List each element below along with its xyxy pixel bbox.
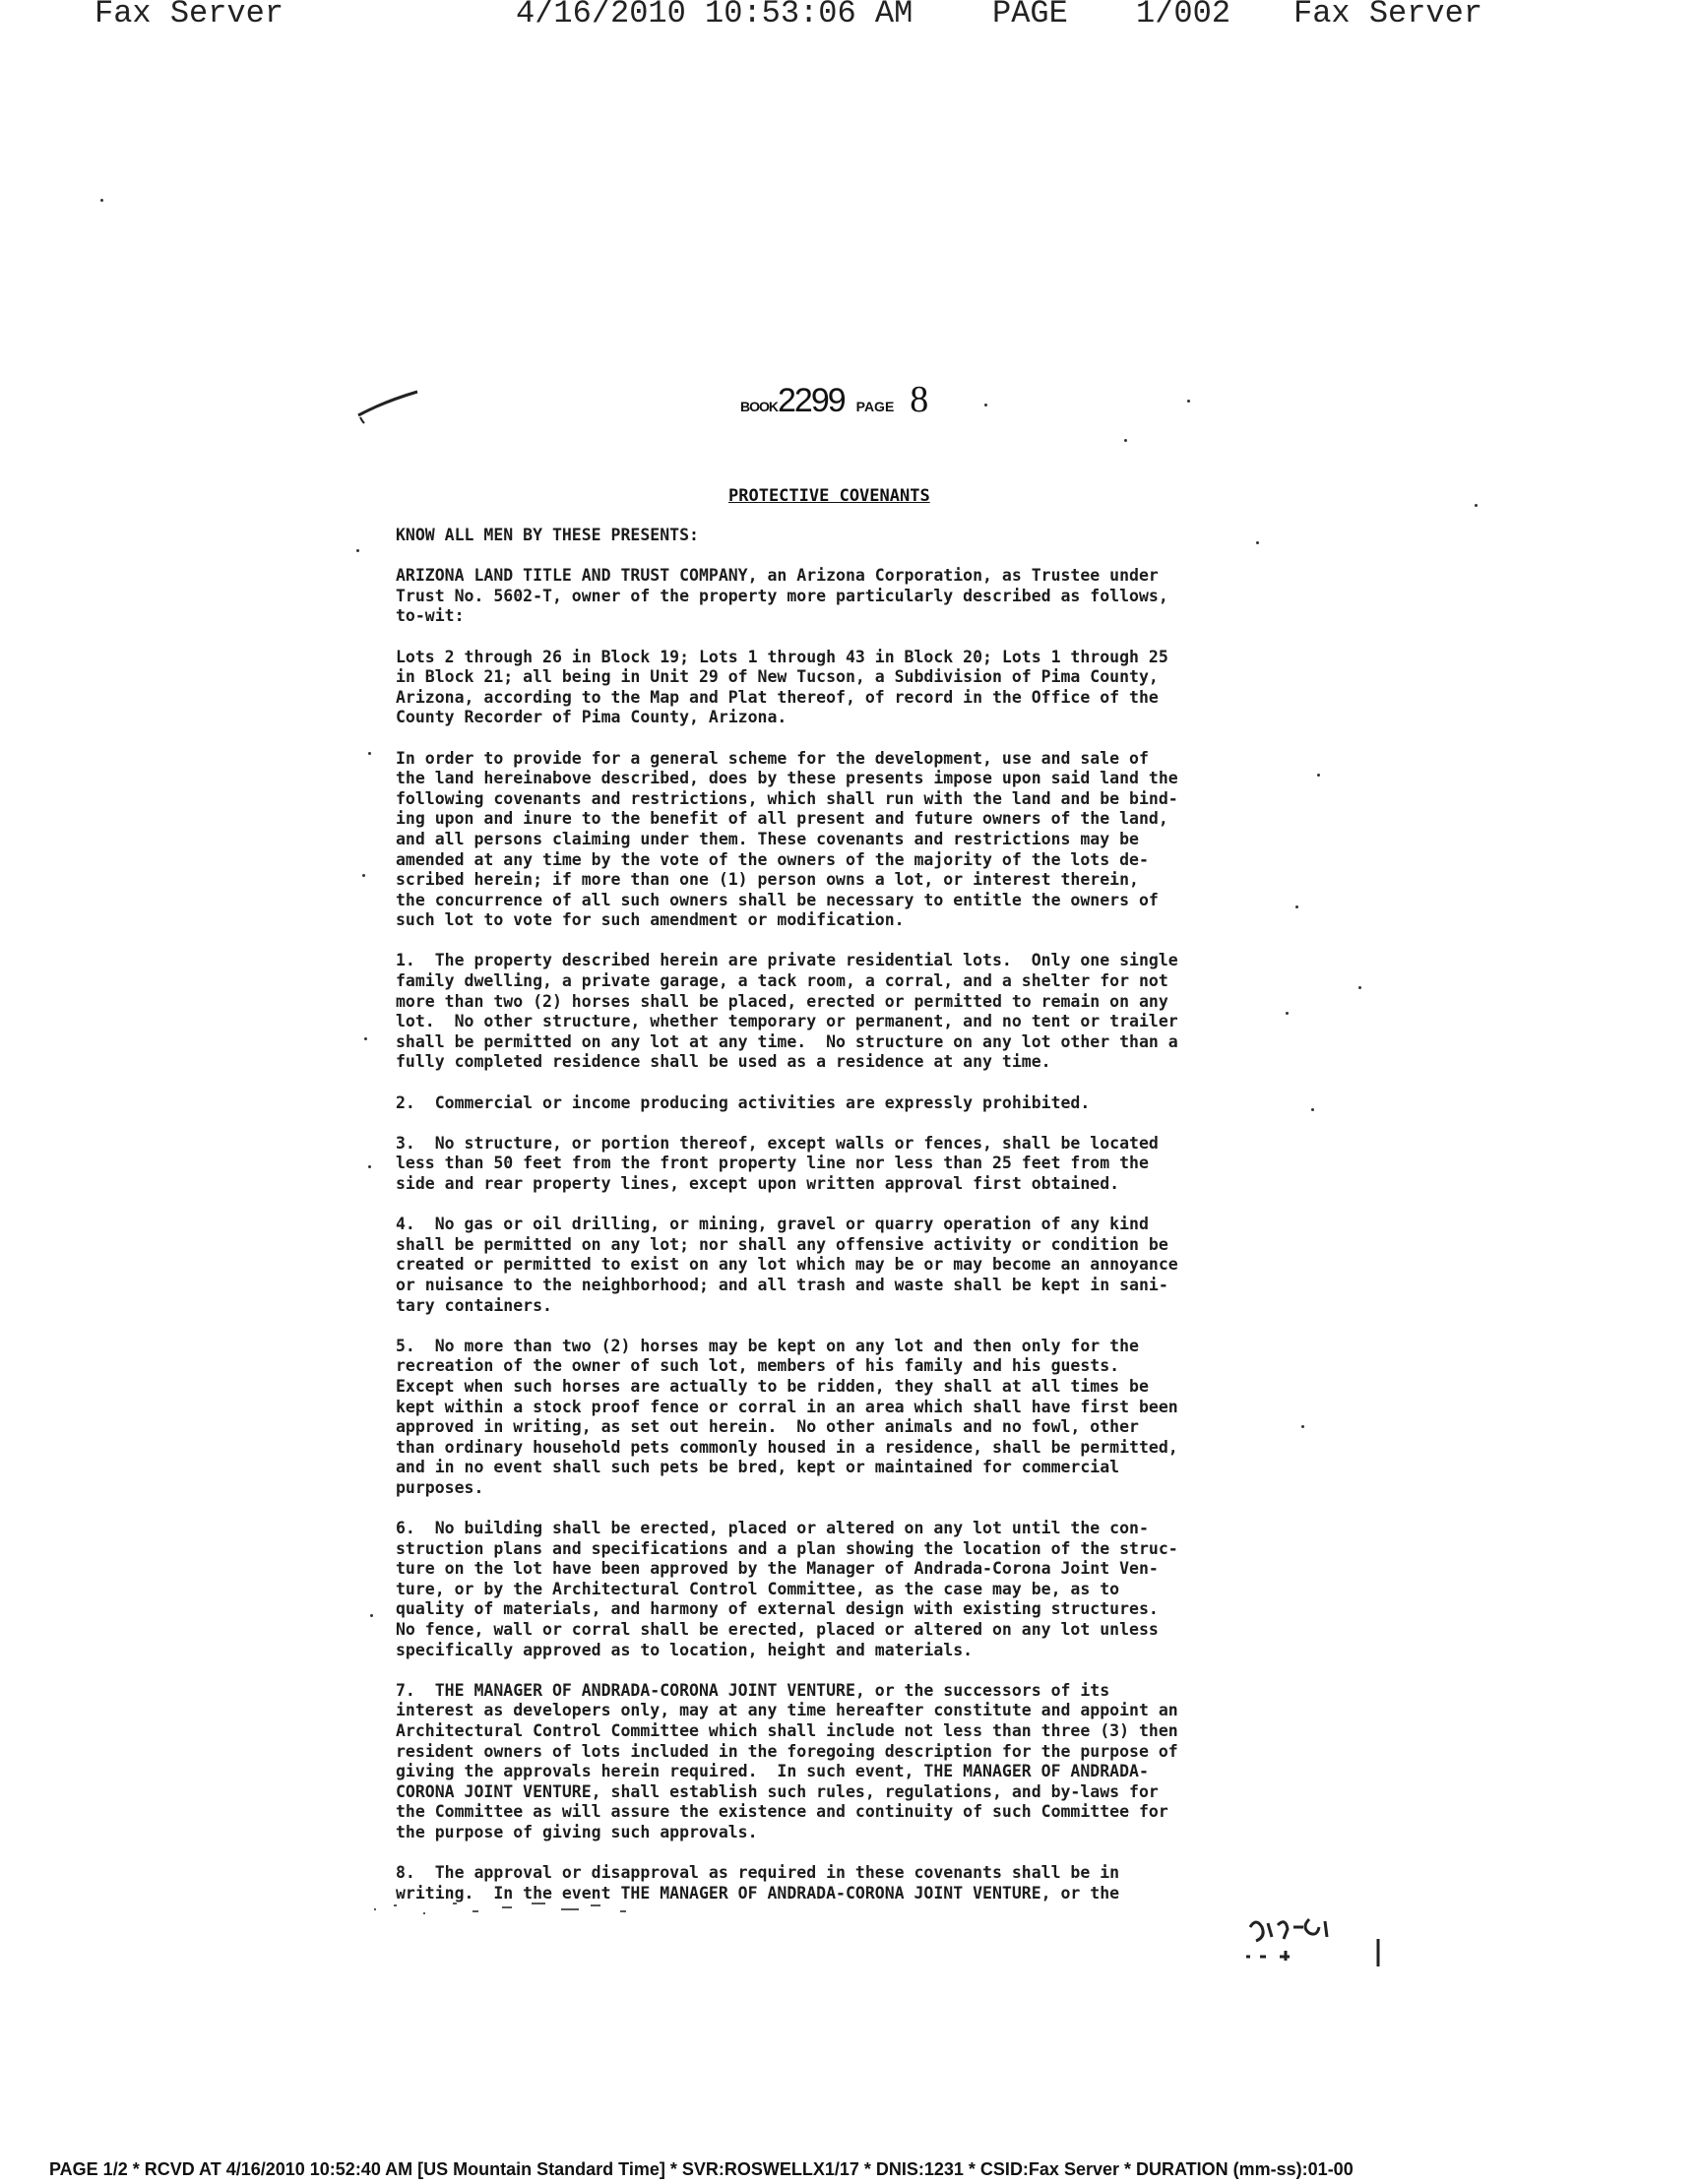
document-line: CORONA JOINT VENTURE, shall establish such rules, regulations, and by-laws for bbox=[396, 1781, 1159, 1801]
blank-line bbox=[396, 728, 1316, 749]
document-line: to-wit: bbox=[396, 606, 465, 626]
blank-line bbox=[396, 546, 1316, 567]
blank-line bbox=[396, 931, 1316, 952]
document-line: specifically approved as to location, height and materials. bbox=[396, 1640, 974, 1659]
document-line: 4. No gas or oil drilling, or mining, gravel or quarry operation of any kind bbox=[396, 1215, 1149, 1234]
document-line: giving the approvals herein required. In such event, THE MANAGER OF ANDRADA- bbox=[396, 1762, 1149, 1781]
document-line: ture, or by the Architectural Control Committee, as the case may be, as to bbox=[396, 1579, 1120, 1598]
page-prefix: PAGE bbox=[855, 399, 895, 414]
fax-header-receiver: Fax Server bbox=[1293, 0, 1483, 31]
document-line: following covenants and restrictions, which shall run with the land and be bind- bbox=[396, 788, 1178, 808]
document-line: 7. THE MANAGER OF ANDRADA-CORONA JOINT VENTURE, or the successors of its bbox=[396, 1680, 1110, 1700]
document-line: County Recorder of Pima County, Arizona. bbox=[396, 708, 788, 727]
document-line: the purpose of giving such approvals. bbox=[396, 1823, 758, 1841]
document-line: 5. No more than two (2) horses may be kept on any lot and then only for the bbox=[396, 1336, 1139, 1355]
document-line: scribed herein; if more than one (1) person owns a lot, or interest therein, bbox=[396, 870, 1139, 890]
document-line: writing. In the event THE MANAGER OF ANDRADA-CORONA JOINT VENTURE, or the bbox=[396, 1883, 1120, 1903]
document-line: No fence, wall or corral shall be erected, placed or altered on any lot unless bbox=[396, 1620, 1159, 1640]
document-line: amended at any time by the vote of the owners of the majority of the lots de- bbox=[396, 849, 1149, 869]
blank-line bbox=[396, 1113, 1316, 1134]
book-page-stamp bbox=[740, 378, 928, 427]
document-line: more than two (2) horses shall be placed, erected or permitted to remain on any bbox=[396, 991, 1168, 1011]
document-line: Except when such horses are actually to be ridden, they shall at all times be bbox=[396, 1376, 1149, 1396]
document-title: PROTECTIVE COVENANTS bbox=[728, 486, 930, 506]
book-page-number: 8 bbox=[910, 379, 929, 420]
fax-header bbox=[94, 0, 1492, 31]
document-line: 3. No structure, or portion thereof, except walls or fences, shall be located bbox=[396, 1133, 1159, 1153]
blank-line bbox=[396, 1316, 1316, 1337]
document-line: recreation of the owner of such lot, members of his family and his guests. bbox=[396, 1356, 1120, 1376]
document-line: shall be permitted on any lot; nor shall any offensive activity or condition be bbox=[396, 1234, 1168, 1254]
document-line: the concurrence of all such owners shall be necessary to entitle the owners of bbox=[396, 890, 1159, 909]
document-line: ARIZONA LAND TITLE AND TRUST COMPANY, an Arizona Corporation, as Trustee under bbox=[396, 566, 1159, 586]
document-line: Trust No. 5602-T, owner of the property more particularly described as follows, bbox=[396, 586, 1168, 605]
blank-line bbox=[396, 1073, 1316, 1093]
document-line: Architectural Control Committee which shall include not less than three (3) then bbox=[396, 1721, 1178, 1741]
document-line: such lot to vote for such amendment or modification. bbox=[396, 910, 905, 930]
document-line: Lots 2 through 26 in Block 19; Lots 1 through 43 in Block 20; Lots 1 through 25 bbox=[396, 647, 1168, 666]
document-line: kept within a stock proof fence or corral in an area which shall have first been bbox=[396, 1397, 1178, 1416]
pen-stroke-mark bbox=[354, 386, 423, 425]
fax-header-page-number: 1/002 bbox=[1136, 0, 1231, 31]
document-line: the Committee as will assure the existence and continuity of such Committee for bbox=[396, 1802, 1168, 1822]
blank-line bbox=[396, 1660, 1316, 1681]
document-line: than ordinary household pets commonly housed in a residence, shall be permitted, bbox=[396, 1437, 1178, 1457]
book-prefix: BOOK bbox=[740, 399, 778, 414]
book-number: 2299 bbox=[778, 382, 845, 419]
document-line: interest as developers only, may at any time hereafter constitute and appoint an bbox=[396, 1701, 1178, 1720]
document-line: 6. No building shall be erected, placed or altered on any lot until the con- bbox=[396, 1519, 1149, 1538]
document-body bbox=[396, 526, 1316, 1903]
document-line: lot. No other structure, whether temporary or permanent, and no tent or trailer bbox=[396, 1012, 1178, 1031]
document-line: side and rear property lines, except upon written approval first obtained. bbox=[396, 1174, 1120, 1193]
document-line: resident owners of lots included in the foregoing description for the purpose of bbox=[396, 1741, 1178, 1761]
scan-noise-mark bbox=[364, 1886, 679, 1925]
document-line: tary containers. bbox=[396, 1295, 552, 1315]
document-line: the land hereinabove described, does by these presents impose upon said land the bbox=[396, 769, 1178, 788]
blank-line bbox=[396, 627, 1316, 648]
fax-header-datetime: 4/16/2010 10:53:06 AM bbox=[516, 0, 914, 31]
document-line: or nuisance to the neighborhood; and all trash and waste shall be kept in sani- bbox=[396, 1275, 1168, 1294]
document-line: Arizona, according to the Map and Plat thereof, of record in the Office of the bbox=[396, 687, 1159, 707]
handwritten-initials-mark bbox=[1240, 1900, 1398, 1968]
fax-header-sender: Fax Server bbox=[94, 0, 284, 31]
document-line: family dwelling, a private garage, a tack room, a corral, and a shelter for not bbox=[396, 971, 1168, 991]
document-line: shall be permitted on any lot at any time. No structure on any lot other than a bbox=[396, 1031, 1178, 1051]
document-line: 1. The property described herein are private residential lots. Only one single bbox=[396, 951, 1178, 970]
document-line: 8. The approval or disapproval as required in these covenants shall be in bbox=[396, 1863, 1120, 1883]
blank-line bbox=[396, 1499, 1316, 1520]
blank-line bbox=[396, 1843, 1316, 1864]
document-line: approved in writing, as set out herein. No other animals and no fowl, other bbox=[396, 1417, 1139, 1437]
document-line: purposes. bbox=[396, 1477, 484, 1497]
document-line: fully completed residence shall be used as a residence at any time. bbox=[396, 1052, 1051, 1072]
document-line: KNOW ALL MEN BY THESE PRESENTS: bbox=[396, 526, 699, 544]
document-line: and all persons claiming under them. These covenants and restrictions may be bbox=[396, 829, 1139, 848]
document-line: in Block 21; all being in Unit 29 of New Tucson, a Subdivision of Pima County, bbox=[396, 667, 1159, 687]
fax-header-page-label: PAGE bbox=[992, 0, 1068, 31]
document-line: In order to provide for a general scheme for the development, use and sale of bbox=[396, 748, 1149, 768]
document-line: created or permitted to exist on any lot which may be or may become an annoyance bbox=[396, 1255, 1178, 1275]
document-line: quality of materials, and harmony of external design with existing structures. bbox=[396, 1599, 1159, 1619]
document-line: 2. Commercial or income producing activities are expressly prohibited. bbox=[396, 1092, 1091, 1112]
document-line: struction plans and specifications and a plan showing the location of the struc- bbox=[396, 1538, 1178, 1558]
document-line: less than 50 feet from the front property line nor less than 25 feet from the bbox=[396, 1154, 1149, 1173]
document-line: ing upon and inure to the benefit of all present and future owners of the land, bbox=[396, 809, 1168, 829]
document-line: ture on the lot have been approved by the Manager of Andrada-Corona Joint Ven- bbox=[396, 1559, 1159, 1579]
blank-line bbox=[396, 1195, 1316, 1216]
fax-receipt-footer: PAGE 1/2 * RCVD AT 4/16/2010 10:52:40 AM [US Mountain Standard Time] * SVR:ROSWELLX1/17 * DNIS:1231 * CSID:Fax Server * DURATION (mm-ss):01-00 bbox=[49, 2159, 1354, 2179]
document-line: and in no event shall such pets be bred, kept or maintained for commercial bbox=[396, 1458, 1120, 1477]
